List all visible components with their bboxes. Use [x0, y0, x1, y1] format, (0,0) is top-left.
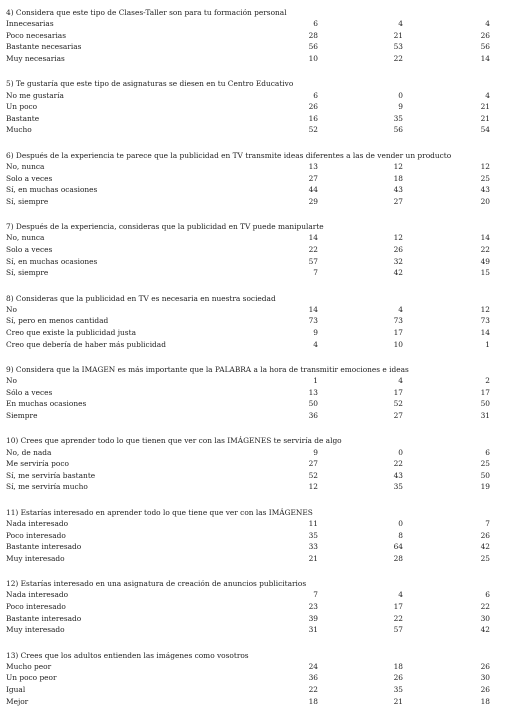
answer-label: Mucho peor [6, 661, 52, 671]
answer-value-col1: 4 [313, 339, 318, 349]
question-title: 13) Crees que los adultos entienden las imágenes como vosotros [6, 650, 249, 660]
answer-row [0, 90, 512, 102]
answer-label: Sí, siempre [6, 196, 49, 206]
answer-row [0, 375, 512, 387]
answer-value-col1: 12 [308, 482, 318, 492]
answer-label: No [6, 376, 17, 386]
answer-row [0, 339, 512, 351]
answer-value-col3: 15 [480, 268, 490, 278]
answer-value-col2: 32 [393, 256, 403, 266]
answer-value-col3: 18 [480, 696, 490, 706]
answer-value-col2: 12 [393, 233, 403, 243]
answer-value-col2: 12 [393, 161, 403, 171]
question-block [0, 436, 512, 493]
answer-label: No, nunca [6, 161, 45, 171]
answer-label: No, nunca [6, 233, 45, 243]
answer-label: Poco interesado [6, 530, 66, 540]
answer-value-col1: 9 [313, 447, 318, 457]
answer-value-col1: 6 [313, 90, 318, 100]
answer-value-col1: 50 [308, 399, 318, 409]
answer-label: Sí, en muchas ocasiones [6, 256, 98, 266]
answer-value-col3: 2 [485, 376, 490, 386]
answer-label: Bastante necesarias [6, 42, 82, 52]
answer-value-col3: 25 [480, 173, 490, 183]
answer-row [0, 481, 512, 493]
answer-value-col2: 4 [398, 19, 403, 29]
answer-value-col3: 54 [480, 125, 490, 135]
question-title: 6) Después de la experiencia te parece que la publicidad en TV transmite ideas diferentes a las de vender un producto [6, 150, 452, 160]
answer-value-col1: 7 [313, 590, 318, 600]
question-title: 7) Después de la experiencia, consideras que la publicidad en TV puede manipularte [6, 222, 324, 232]
answer-label: Bastante interesado [6, 613, 82, 623]
answer-row [0, 41, 512, 53]
answer-value-col1: 1 [313, 376, 318, 386]
answer-label: Mejor [6, 696, 29, 706]
answer-value-col2: 35 [393, 482, 403, 492]
answer-row [0, 184, 512, 196]
answer-value-col1: 52 [308, 470, 318, 480]
answer-label: No, de nada [6, 447, 52, 457]
answer-value-col2: 22 [393, 54, 403, 63]
answer-value-col2: 4 [398, 376, 403, 386]
answer-row [0, 541, 512, 553]
answer-label: Igual [6, 684, 26, 694]
answer-value-col3: 26 [480, 684, 490, 694]
answer-value-col3: 4 [485, 90, 490, 100]
answer-row [0, 18, 512, 30]
answer-value-col3: 31 [480, 411, 490, 420]
answer-value-col1: 18 [308, 696, 318, 706]
answer-value-col2: 22 [393, 459, 403, 469]
answer-value-col3: 6 [485, 590, 490, 600]
answer-value-col2: 0 [398, 90, 403, 100]
answer-row [0, 447, 512, 459]
question-title: 11) Estarías interesado en aprender todo lo que tiene que ver con las IMÁGENES [6, 507, 313, 517]
answer-value-col1: 73 [308, 316, 318, 326]
answer-row [0, 304, 512, 316]
answer-row [0, 161, 512, 173]
answer-value-col1: 10 [308, 54, 318, 63]
answer-value-col1: 27 [308, 459, 318, 469]
answer-label: Un poco [6, 102, 38, 112]
answer-label: Bastante interesado [6, 542, 82, 552]
answer-value-col2: 22 [393, 613, 403, 623]
answer-value-col2: 42 [393, 268, 403, 278]
answer-row [0, 410, 512, 422]
answer-value-col2: 53 [393, 42, 403, 52]
answer-row [0, 256, 512, 268]
question-block [0, 222, 512, 279]
answer-value-col2: 21 [393, 696, 403, 706]
answer-label: No [6, 304, 17, 314]
answer-value-col2: 18 [393, 173, 403, 183]
answer-row [0, 315, 512, 327]
answer-label: Muy interesado [6, 625, 65, 635]
question-title: 4) Considera que este tipo de Clases-Taller son para tu formación personal [6, 8, 287, 17]
answer-label: No me gustaría [6, 90, 64, 100]
answer-value-col1: 9 [313, 327, 318, 337]
answer-value-col3: 25 [480, 459, 490, 469]
answer-value-col1: 44 [308, 185, 318, 195]
answer-value-col2: 26 [393, 673, 403, 683]
answer-value-col2: 18 [393, 661, 403, 671]
answer-value-col1: 35 [308, 530, 318, 540]
answer-row [0, 232, 512, 244]
question-block [0, 365, 512, 422]
answer-row [0, 684, 512, 696]
question-block [0, 651, 512, 708]
question-block [0, 294, 512, 351]
answer-value-col3: 20 [480, 196, 490, 206]
answer-value-col1: 14 [308, 233, 318, 243]
answer-value-col1: 7 [313, 268, 318, 278]
answer-row [0, 601, 512, 613]
answer-value-col1: 22 [308, 244, 318, 254]
answer-value-col3: 14 [480, 233, 490, 243]
answer-label: Solo a veces [6, 244, 53, 254]
answer-value-col1: 57 [308, 256, 318, 266]
answer-value-col1: 52 [308, 125, 318, 135]
answer-label: Muy necesarias [6, 54, 65, 63]
answer-value-col3: 26 [480, 30, 490, 40]
answer-label: Sólo a veces [6, 387, 53, 397]
answer-value-col2: 26 [393, 244, 403, 254]
answer-label: Poco interesado [6, 601, 66, 611]
answer-row [0, 30, 512, 42]
answer-value-col3: 50 [480, 399, 490, 409]
answer-value-col3: 42 [480, 542, 490, 552]
answer-row [0, 624, 512, 636]
answer-value-col1: 21 [308, 553, 318, 563]
answer-value-col2: 0 [398, 447, 403, 457]
question-block [0, 79, 512, 136]
answer-row [0, 470, 512, 482]
answer-value-col3: 6 [485, 447, 490, 457]
answer-value-col1: 36 [308, 411, 318, 420]
answer-value-col3: 21 [480, 113, 490, 123]
answer-label: Me serviría poco [6, 459, 69, 469]
question-title: 8) Consideras que la publicidad en TV es necesaria en nuestra sociedad [6, 293, 276, 303]
answer-value-col2: 73 [393, 316, 403, 326]
answer-value-col1: 28 [308, 30, 318, 40]
answer-value-col3: 1 [485, 339, 490, 349]
answer-row [0, 458, 512, 470]
answer-value-col3: 19 [480, 482, 490, 492]
answer-label: Poco necesarias [6, 30, 67, 40]
answer-row [0, 553, 512, 565]
answer-value-col2: 10 [393, 339, 403, 349]
answer-value-col1: 29 [308, 196, 318, 206]
answer-value-col3: 14 [480, 54, 490, 63]
answer-label: Creo que debería de haber más publicidad [6, 339, 166, 349]
answer-value-col1: 14 [308, 304, 318, 314]
answer-value-col1: 24 [308, 661, 318, 671]
answer-row [0, 113, 512, 125]
answer-value-col1: 13 [308, 161, 318, 171]
answer-row [0, 387, 512, 399]
answer-value-col2: 27 [393, 196, 403, 206]
answer-value-col3: 49 [480, 256, 490, 266]
answer-value-col1: 27 [308, 173, 318, 183]
answer-value-col2: 43 [393, 470, 403, 480]
answer-value-col2: 17 [393, 601, 403, 611]
answer-value-col2: 21 [393, 30, 403, 40]
answer-value-col3: 43 [480, 185, 490, 195]
answer-row [0, 124, 512, 136]
answer-label: Sí, pero en menos cantidad [6, 316, 109, 326]
answer-value-col2: 57 [393, 625, 403, 635]
answer-label: Nada interesado [6, 590, 69, 600]
answer-label: Nada interesado [6, 518, 69, 528]
answer-value-col3: 30 [480, 673, 490, 683]
answer-value-col3: 21 [480, 102, 490, 112]
answer-value-col3: 4 [485, 19, 490, 29]
answer-label: Creo que existe la publicidad justa [6, 327, 136, 337]
answer-value-col2: 56 [393, 125, 403, 135]
answer-row [0, 613, 512, 625]
answer-value-col1: 11 [308, 518, 318, 528]
answer-value-col2: 4 [398, 590, 403, 600]
answer-value-col1: 16 [308, 113, 318, 123]
answer-value-col3: 22 [480, 244, 490, 254]
question-block [0, 579, 512, 636]
answer-value-col3: 14 [480, 327, 490, 337]
answer-label: Sí, siempre [6, 268, 49, 278]
answer-value-col1: 31 [308, 625, 318, 635]
answer-value-col3: 22 [480, 601, 490, 611]
answer-label: Solo a veces [6, 173, 53, 183]
question-title: 9) Considera que la IMAGEN es más importante que la PALABRA a la hora de transmitir emociones e ideas [6, 365, 409, 374]
question-block [0, 508, 512, 565]
answer-value-col3: 12 [480, 161, 490, 171]
answer-value-col1: 26 [308, 102, 318, 112]
answer-value-col1: 36 [308, 673, 318, 683]
answer-value-col3: 30 [480, 613, 490, 623]
answer-row [0, 661, 512, 673]
answer-value-col1: 56 [308, 42, 318, 52]
answer-value-col2: 4 [398, 304, 403, 314]
answer-row [0, 244, 512, 256]
answer-value-col2: 52 [393, 399, 403, 409]
answer-label: Sí, me serviría mucho [6, 482, 88, 492]
answer-row [0, 696, 512, 708]
answer-value-col3: 50 [480, 470, 490, 480]
answer-row [0, 518, 512, 530]
answer-label: Mucho [6, 125, 32, 135]
answer-row [0, 196, 512, 208]
answer-value-col3: 26 [480, 661, 490, 671]
answer-value-col2: 64 [393, 542, 403, 552]
answer-row [0, 101, 512, 113]
answer-row [0, 530, 512, 542]
answer-row [0, 398, 512, 410]
answer-value-col2: 8 [398, 530, 403, 540]
answer-value-col2: 9 [398, 102, 403, 112]
answer-row [0, 672, 512, 684]
answer-value-col2: 35 [393, 684, 403, 694]
answer-value-col3: 17 [480, 387, 490, 397]
answer-row [0, 327, 512, 339]
answer-label: Muy interesado [6, 553, 65, 563]
answer-value-col3: 73 [480, 316, 490, 326]
question-block [0, 8, 512, 65]
answer-value-col1: 6 [313, 19, 318, 29]
answer-value-col3: 7 [485, 518, 490, 528]
answer-value-col1: 13 [308, 387, 318, 397]
answer-value-col2: 0 [398, 518, 403, 528]
answer-label: Siempre [6, 411, 38, 420]
answer-value-col2: 35 [393, 113, 403, 123]
answer-value-col3: 26 [480, 530, 490, 540]
answer-value-col1: 22 [308, 684, 318, 694]
answer-value-col3: 56 [480, 42, 490, 52]
answer-label: En muchas ocasiones [6, 399, 87, 409]
answer-value-col2: 27 [393, 411, 403, 420]
question-title: 5) Te gustaría que este tipo de asignaturas se diesen en tu Centro Educativo [6, 79, 294, 89]
answer-value-col3: 42 [480, 625, 490, 635]
question-title: 12) Estarías interesado en una asignatura de creación de anuncios publicitarios [6, 579, 307, 589]
answer-value-col1: 39 [308, 613, 318, 623]
answer-label: Sí, en muchas ocasiones [6, 185, 98, 195]
question-block [0, 151, 512, 208]
answer-value-col2: 17 [393, 327, 403, 337]
answer-row [0, 267, 512, 279]
answer-label: Un poco peor [6, 673, 57, 683]
answer-value-col2: 43 [393, 185, 403, 195]
answer-label: Innecesarias [6, 19, 54, 29]
answer-value-col3: 25 [480, 553, 490, 563]
answer-row [0, 173, 512, 185]
answer-label: Bastante [6, 113, 40, 123]
answer-row [0, 589, 512, 601]
answer-value-col1: 33 [308, 542, 318, 552]
answer-value-col3: 12 [480, 304, 490, 314]
answer-value-col2: 17 [393, 387, 403, 397]
answer-label: Sí, me serviría bastante [6, 470, 96, 480]
question-title: 10) Crees que aprender todo lo que tienen que ver con las IMÁGENES te serviría de algo [6, 436, 342, 446]
answer-row [0, 53, 512, 65]
answer-value-col2: 28 [393, 553, 403, 563]
answer-value-col1: 23 [308, 601, 318, 611]
